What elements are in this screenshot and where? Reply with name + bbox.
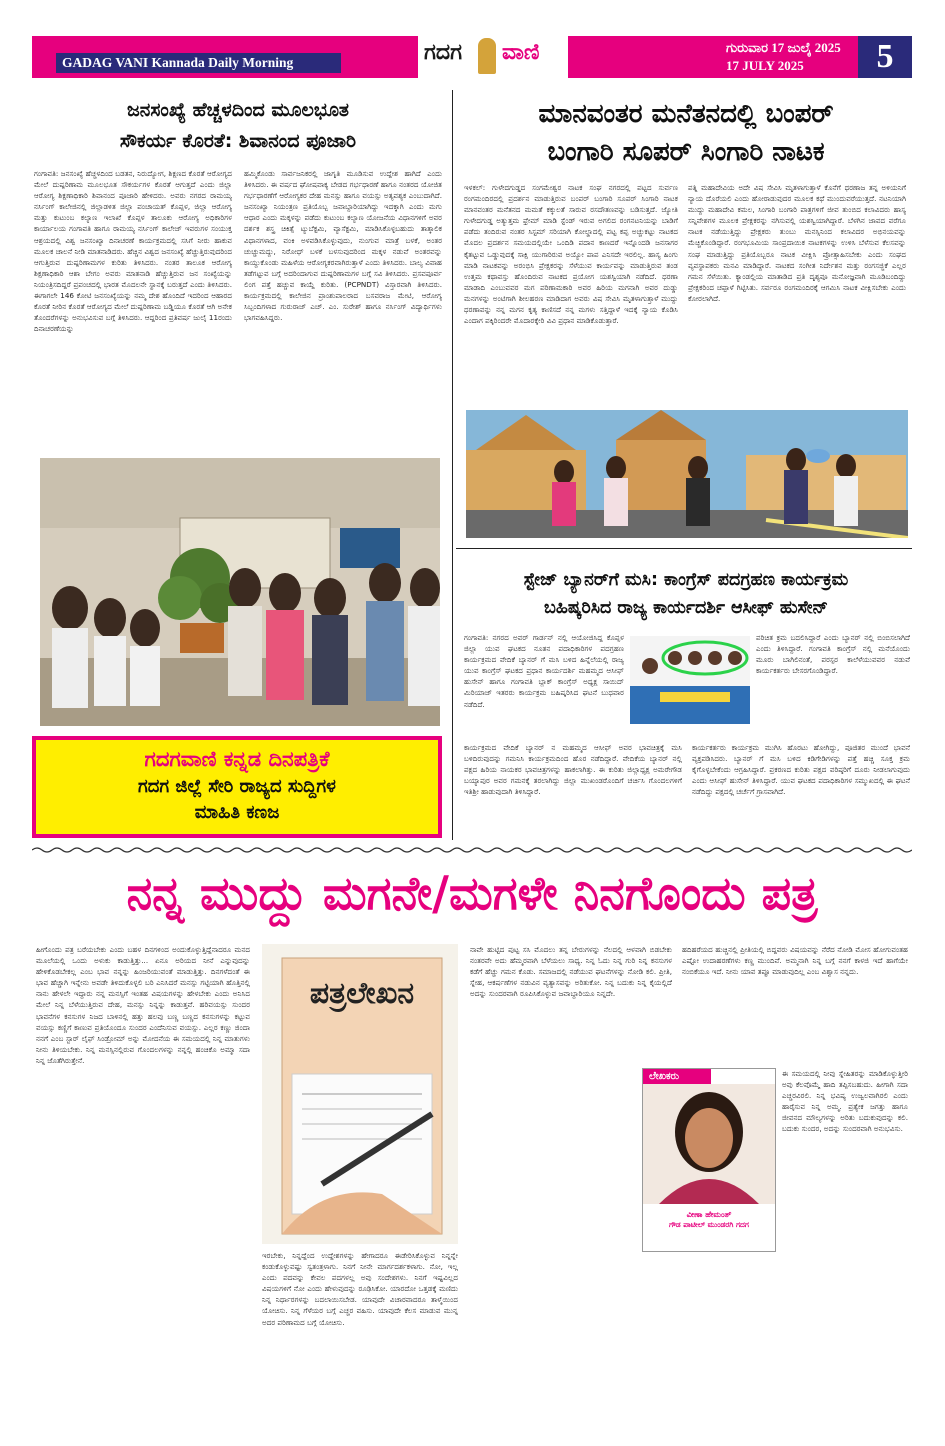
story3-headline-line2: ಬಹಿಷ್ಕರಿಸಿದ ರಾಜ್ಯ ಕಾರ್ಯದರ್ಶಿ ಆಸೀಫ್ ಹುಸೇನ್: [544, 598, 828, 618]
story1-column-1: ಗಂಗಾವತಿ: ಜನಸಂಖ್ಯೆ ಹೆಚ್ಚಳದಿಂದ ಬಡತನ, ನಿರುದ್ಯೋಗ, ಶಿಕ್ಷಣದ ಕೊರತೆ ಆರೋಗ್ಯದ ಮೇಲೆ ದುಷ್ಪರಿಣಾಮ ಮೂಲಭೂತ ಸೌಕರ್ಯಗಳ ಕೊರತೆ ಆಗುತ್ತದೆ ಎಂದು ಜಿಲ್ಲಾ ಆರೋಗ್ಯ ಶಿಕ್ಷಣಾಧಿಕಾರಿ ಶಿವಾನಂದ ಪೂಜಾರಿ ಹೇಳಿದರು. ಅವರು ನಗರದ ರಾಮಯ್ಯ ನರ್ಸಿಂಗ್ ಕಾಲೇಜಿನಲ್ಲಿ ಜಿಲ್ಲಾಡಳಿತ ಜಿಲ್ಲಾ ಪಂಚಾಯತ್ ಕೊಪ್ಪಳ, ಜಿಲ್ಲಾ ಆರೋಗ್ಯ ಮತ್ತು ಕುಟುಂಬ ಕಲ್ಯಾಣ ಇಲಾಖೆ ಕೊಪ್ಪಳ ತಾಲೂಕು ಆರೋಗ್ಯ ಅಧಿಕಾರಿಗಳ ಕಾರ್ಯಾಲಯ ಗಂಗಾವತಿ ಹಾಗೂ ರಾಮಯ್ಯ ನರ್ಸಿಂಗ್ ಕಾಲೇಜ್ ಇವರುಗಳ ಸಂಯುಕ್ತ ಆಶ್ರಯದಲ್ಲಿ ವಿಶ್ವ ಜನಸಂಖ್ಯಾ ದಿನಾಚರಣೆ ಕಾರ್ಯಕ್ರಮದಲ್ಲಿ ಸಸಿಗೆ ನೀರು ಹಾಕುವ ಮೂಲಕ ಚಾಲನೆ ನೀಡಿ ಮಾತನಾಡಿದರು. ಹೆಚ್ಚಿನ ವಿಶ್ವದ ಜನಸಂಖ್ಯೆ ಹೆಚ್ಚುತ್ತಿರುವುದರಿಂದ ಆಗುತ್ತಿರುವ ದುಷ್ಪರಿಣಾಮಗಳ ಕುರಿತು ತಿಳಿಸಿದರು. ನಂತರ ತಾಲೂಕ ಆರೋಗ್ಯ ಶಿಕ್ಷಣಾಧಿಕಾರಿ ಆಶಾ ಬೇಗಂ ಅವರು ಮಾತನಾಡಿ ಹೆಚ್ಚುತ್ತಿರುವ ಜನ ಸಂಖ್ಯೆಯನ್ನು ನಿಯಂತ್ರಿಸದಿದ್ದರೆ ಪ್ರಪಂಚದಲ್ಲಿ ಭಾರತ ಮೊದಲನೇ ಸ್ಥಾನಕ್ಕೆ ಬರುತ್ತದೆ ಎಂದು ತಿಳಿಸಿದರು. ಈಗಾಗಲೇ 146 ಕೋಟಿ ಜನಸಂಖ್ಯೆಯನ್ನು ನಮ್ಮ ದೇಶ ಹೊಂದಿದೆ ಇದರಿಂದ ಆಹಾರದ ಕೊರತೆ ನೀರಿನ ಕೊರತೆ ಆರೋಗ್ಯದ ಮೇಲೆ ದುಷ್ಪರಿಣಾಮ ಬಡ್ಡಿಯೂ ಕೊರತೆ ಆಗಿ ಅನೇಕ ತೊಂದರೆಗಳನ್ನು ಅನುಭವಿಸುವ ಬಗ್ಗೆ ತಿಳಿಸಿದರು. ಆದ್ದರಿಂದ ಪ್ರತಿವರ್ಷ ಜುಲೈ 11ರಂದು ದಿನಾಚರಣೆಯನ್ನು: [34, 169, 232, 334]
author-name-line2: ಗೌಡ ಪಾಟೀಲ್ ಮುಂಡರಗಿ ಗದಗ: [669, 1220, 749, 1229]
story2-headline-line1: ಮಾನವಂತರ ಮನೆತನದಲ್ಲಿ ಬಂಪರ್: [538, 99, 834, 129]
story2-headline: [460, 96, 912, 171]
promo-banner-line1: ಗದಗವಾಣಿ ಕನ್ನಡ ದಿನಪತ್ರಿಕೆ: [144, 747, 330, 771]
story1-headline-line2: ಸೌಕರ್ಯ ಕೊರತೆ: ಶಿವಾನಂದ ಪೂಜಾರಿ: [119, 129, 357, 152]
story1-headline: [32, 98, 444, 153]
story3-headline: [460, 566, 912, 622]
promo-banner-line3: ಮಾಹಿತಿ ಕಣಜ: [194, 801, 280, 823]
story4-column-2: ಇರಬೇಕು, ನಿನ್ನದ್ದೆಂದ ಉದ್ದೇಶಗಳನ್ನು ಹೇಗಾದರೂ ಈಡೇರಿಸಿಕೊಳ್ಳುವ ನಿನ್ನನ್ನೇ ಕಂಡುಕೊಳ್ಳುವಷ್ಟು ಸ್ವತಂತ್ರಳಾಗು. ನಿನಗೆ ನೀನೇ ಮಾರ್ಗದರ್ಶಕಳಾಗು. ನೋ, ಇಲ್ಲ ಎಂದು ಪದವನ್ನು ಕೇವಲ ಪದಗಳಲ್ಲ ಅವು ಸಂದೇಶಗಳು. ನಿನಗೆ ಇಷ್ಟವಿಲ್ಲದ ವಿಷಯಗಳಿಗೆ ನೋ ಎಂದು ಹೇಳುವುದನ್ನು ರೂಢಿಸಿಕೋ. ಯಾರದೋ ಒತ್ತಡಕ್ಕೆ ಮಣಿದು ನಿನ್ನ ನಿರ್ಧಾರಗಳನ್ನು ಬದಲಾಯಿಸಬೇಡ. ಯಾವುದೇ ವಿಚಾರವಾದರೂ ತಾಳ್ಮೆಯಿಂದ ಯೋಚಿಸು. ನಿನ್ನ ಗೆಳೆಯರ ಬಗ್ಗೆ ಎಚ್ಚರ ವಹಿಸು. ಯಾವುದೇ ಕೆಲಸ ಮಾಡುವ ಮುನ್ನ ಅದರ ಪರಿಣಾಮದ ಬಗ್ಗೆ ಯೋಚಿಸು.: [262, 1251, 458, 1327]
stage-play-illustration: [466, 410, 908, 538]
author-name-line1: ವೀಣಾ ಹೇಮಂತ್: [686, 1210, 732, 1219]
logo-left-text: ಗದಗ: [424, 40, 463, 65]
story1-column-2: ಹಮ್ಮಿಕೊಂಡು ಸಾರ್ವಜನಿಕರಲ್ಲಿ ಜಾಗೃತಿ ಮೂಡಿಸುವ ಉದ್ದೇಶ ಹಾಗಿದೆ ಎಂದು ತಿಳಿಸಿದರು. ಈ ವರ್ಷದ ಘೋಷವಾಕ್ಯ ಬೇಡದ ಗರ್ಭಧಾರಣೆ ಹಾಗೂ ನಂತರದ ಯೋಜಿತ ಗರ್ಭಧಾರಣೆಗೆ ಆರೋಗ್ಯಕರ ದೇಹ ಮನಸ್ಸು ಹಾಗೂ ವಯಸ್ಸು ಅತ್ಯವಶ್ಯಕ ಎಂಬುದಾಗಿದೆ. ಜನಸಂಖ್ಯಾ ನಿಯಂತ್ರಣ ಪ್ರತಿಯೊಬ್ಬ ಜವಾಬ್ದಾರಿಯಾಗಿದ್ದು ಇದಕ್ಕಾಗಿ ಎಂದು ಮಗು ಆಧಾರ ಎಂದು ಮಕ್ಕಳನ್ನು ಪಡೆದು ಕುಟುಂಬ ಕಲ್ಯಾಣ ಯೋಜನೆಯ ವಿಧಾನಗಳಿಗೆ ಅವರ ದರ್ಶಕ ಶಸ್ತ್ರ ಚಿಕಿತ್ಸೆ ಟ್ಯುಬೆಕ್ಟಮಿ, ವ್ಯಾಸೆಕ್ಟಮಿ, ಮಾಡಿಸಿಕೊಳ್ಳಬಹುದು ತಾತ್ಕಾಲಿಕ ವಿಧಾನಗಳಾದ, ವಂಕಿ ಅಳವಡಿಸಿಕೊಳ್ಳುವುದು, ನುಂಗುವ ಮಾತ್ರೆ ಬಳಕೆ, ಅಂತರ ಚುಚ್ಚುಮದ್ದು, ನಿರೋಧ್ ಬಳಕೆ ಬಳಸುವುದರಿಂದ ಮಕ್ಕಳ ನಡುವೆ ಅಂತರವನ್ನು ಕಾಯ್ದುಕೊಂಡು ಮಹಿಳೆಯ ಆರೋಗ್ಯಕರವಾಗಿರುತ್ತಾಳೆ ಎಂದು ತಿಳಿಸಿದರು. ಬಾಲ್ಯ ವಿವಾಹ ತಡೆಗಟ್ಟುವ ಬಗ್ಗೆ ಅದರಿಂದಾಗುವ ದುಷ್ಪರಿಣಾಮಗಳ ಬಗ್ಗೆ ಸವಿ ತಿಳಿಸಿದರು. ಪ್ರಸವಪೂರ್ವ ಲಿಂಗ ಪತ್ತೆ ಹಚ್ಚುವ ಕಾಯ್ದೆ ಕುರಿತು. (PCPNDT) ವಿಸ್ತಾರವಾಗಿ ತಿಳಿಸಿದರು. ಕಾರ್ಯಕ್ರಮದಲ್ಲಿ ಕಾಲೇಜಿನ ಪ್ರಾಂಶುಪಾಲರಾದ ಬಸವರಾಜ ಮೇಟಿ, ಆರೋಗ್ಯ ಸಿಬ್ಬಂದಿಗಳಾದ ಗುರುರಾಜ್ ಎಚ್. ಎಂ. ಸುರೇಶ್ ಹಾಗೂ ನರ್ಸಿಂಗ್ ವಿದ್ಯಾರ್ಥಿಗಳು ಭಾಗವಹಿಸಿದ್ದರು.: [244, 169, 442, 323]
logo-right-text: ವಾಣಿ: [502, 40, 540, 65]
story3-column-2b: ಕಾರ್ಯಕರ್ತರು ಕಾರ್ಯಕ್ರಮ ಮುಗಿಸಿ ಹೊರಟು ಹೋಗಿದ್ದು, ಪೂಜಿತರ ಮುಂದೆ ಭಾವನೆ ವ್ಯಕ್ತಪಡಿಸಿದರು. ಬ್ಯಾನರ್ ಗೆ ಮಸಿ ಬಳಿದ ಕಿಡಿಗೇಡಿಗಳನ್ನು ಪತ್ತೆ ಹಚ್ಚಿ ಸೂಕ್ತ ಕ್ರಮ ಕೈಗೊಳ್ಳಬೇಕೆಂದು ಆಗ್ರಹಿಸಿದ್ದಾರೆ. ಪ್ರಕರಣದ ಕುರಿತು ಪಕ್ಷದ ವರಿಷ್ಠರಿಗೆ ದೂರು ನೀಡಲಾಗುವುದು ಎಂದು ಆಸೀಫ್ ಹುಸೇನ್ ತಿಳಿಸಿದ್ದಾರೆ. ಯುವ ಘಟಕದ ಪದಾಧಿಕಾರಿಗಳ ಸಮ್ಮುಖದಲ್ಲಿ ಈ ಘಟನೆ ನಡೆದಿದ್ದು ಪಕ್ಷದಲ್ಲಿ ಚರ್ಚೆಗೆ ಗ್ರಾಸವಾಗಿದೆ.: [692, 743, 910, 797]
story2-photo: [466, 410, 908, 538]
story2-column-2: ಪತ್ನಿ ಮಹಾದೇವಿಯ ಅದೇ ವಿಷ ಸೇವಿಸಿ ಮೃತಳಾಗುತ್ತಾಳೆ ಕೊನೆಗೆ ಧರಣಾಜ ತನ್ನ ಅಳಿಯನಿಗೆ ನ್ಯಾಯ ದೊರೆಯಲಿ ಎಂದು ಹೋರಾಡುವುದರ ಮೂಲಕ ಕಥೆ ಮುಂದುವರೆಯುತ್ತದೆ. ನಟನಿಯಾಗಿ ಮುದ್ದು ಮಹಾದೇವಿ ಕಮಲ, ಸಿಂಗಾರಿ ಬಂಗಾರಿ ಪಾತ್ರಗಳಿಗೆ ಜೀವ ತುಂಬಿದ ಕಲಾವಿದರು ಹಾಸ್ಯ ಸನ್ನಿವೇಶಗಳ ಮೂಲಕ ಪ್ರೇಕ್ಷಕರನ್ನು ನಗಿಸುವಲ್ಲಿ ಯಶಸ್ವಿಯಾಗಿದ್ದಾರೆ. ಬೆಳಗಿನ ಜಾವದ ವರೆಗೂ ನಾಟಕ ನಡೆಯುತ್ತಿದ್ದು ಪ್ರೇಕ್ಷಕರು ತುಂಬು ಮನಸ್ಸಿನಿಂದ ಕಲಾವಿದರ ಅಭಿನಯವನ್ನು ಮೆಚ್ಚಿಕೊಂಡಿದ್ದಾರೆ. ರಂಗಭೂಮಿಯ ಸಾಂಪ್ರದಾಯಿಕ ನಾಟಕಗಳನ್ನು ಉಳಿಸಿ ಬೆಳೆಸುವ ಕೆಲಸವನ್ನು ಸಂಘ ಮಾಡುತ್ತಿದ್ದು ಪ್ರತಿಯೊಬ್ಬರೂ ನಾಟಕ ವೀಕ್ಷಿಸಿ ಪ್ರೋತ್ಸಾಹಿಸಬೇಕು ಎಂದು ಸಂಘದ ವ್ಯವಸ್ಥಾಪಕರು ಮನವಿ ಮಾಡಿದ್ದಾರೆ. ನಾಟಕದ ಸಂಗೀತ ನಿರ್ದೇಶನ ಮತ್ತು ರಂಗಸಜ್ಜಿಕೆ ಎಲ್ಲರ ಗಮನ ಸೆಳೆಯಿತು. ಕ್ಯಾಂಡಲ್ಲಿಯ ಮಾತಾಡಿದ ಪ್ರತಿ ದೃಶ್ಯವೂ ಮನೋಜ್ಞವಾಗಿ ಮೂಡಿಬಂದಿದ್ದು ಪ್ರೇಕ್ಷಕರಿಂದ ಚಪ್ಪಾಳೆ ಗಿಟ್ಟಿಸಿತು. ಸರ್ವರೂ ರಂಗಮಂದಿರಕ್ಕೆ ಆಗಮಿಸಿ ನಾಟಕ ವೀಕ್ಷಿಸಬೇಕು ಎಂದು ಕೋರಲಾಗಿದೆ.: [688, 183, 906, 303]
story2-headline-line2: ಬಂಗಾರಿ ಸೂಪರ್ ಸಿಂಗಾರಿ ನಾಟಕ: [547, 136, 825, 167]
date-english: 17 JULY 2025: [726, 58, 804, 73]
promo-banner-line2: ಗದಗ ಜಿಲ್ಲೆ ಸೇರಿ ರಾಜ್ಯದ ಸುದ್ದಿಗಳ: [138, 776, 336, 798]
story1-headline-line1: ಜನಸಂಖ್ಯೆ ಹೆಚ್ಚಳದಿಂದ ಮೂಲಭೂತ: [126, 99, 350, 121]
promo-banner: [32, 736, 442, 838]
author-box: [642, 1068, 776, 1252]
statue-icon: [478, 38, 496, 74]
story4-column-1: ಹೀಗೊಂದು ಪತ್ರ ಬರೆಯಬೇಕು ಎಂದು ಬಹಳ ದಿನಗಳಿಂದ ಅಂದುಕೊಳ್ಳುತ್ತಿದ್ದೆನಾದರೂ ಮನದ ಮೂಲೆಯಲ್ಲಿ ಒಂದು ಅಳುಕು ಕಾಡುತ್ತಿತ್ತು... ಏನೂ ಅರಿಯದ ನೀನೆ ಎನ್ನುವುದನ್ನು ಹೇಳಿಕೊಡಬೇಕಲ್ಲ ಎಂಬ ಭಾವ ನನ್ನನ್ನು ಹಿಂಜರಿಯುವಂತೆ ಮಾಡುತ್ತಿತ್ತು. ದಿನಗಳೆದಂತೆ ಈ ಭಾವ ಹೆಚ್ಚಾಗಿ ಇನ್ನೇನು ಅವಡೇ ತಿಳಿದುಕೊಳ್ಳಲಿ ಬರಿ ಎನಿಸಿದರೆ ಮನಸ್ಸು ಗಟ್ಟಿಯಾಗಿ ಹೊತ್ತಿನಲ್ಲಿ ನಾನು ಹೇಳಲೇ ಇದ್ದಾರು ನನ್ನ ಮನಸ್ಸಿಗೆ ಇಂತಹ ವಿಷಯಗಳನ್ನು ಹೇಳಬೇಕು ಎಂದು ಅನಿಸಿದ ಮೇಲೆ ನಿನ್ನ ಬೆಳೆಯುತ್ತಿರುವ ದೇಹ, ಮನಸ್ಸು ನಿನ್ನನ್ನು ಕಾಡುತ್ತವೆ. ಹರಿವಯಸ್ಸು ಸುಂದರ ಭಾವನೆಗಳ ಕನಸುಗಳ ನಿಜದ ಬಾಳಿನಲ್ಲಿ ಹತ್ತು ಹಲವು ಬಣ್ಣ ಬಣ್ಣದ ಕನಸುಗಳನ್ನು ಕಟ್ಟುವ ವಯಸ್ಸು ಕಣ್ಣಿಗೆ ಕಾಣುವ ಪ್ರತಿಯೊಂದೂ ಸುಂದರ ಎಂದೆನಿಸುವ ವಯಸ್ಸು. ಎಲ್ಲರ ಕಣ್ಣು ಜಿಂದಾ ನನಗೆ ಎಂಬ ಸ್ಟಾರ್ ಲೈಫ್ ಸಿಂಡ್ರೋಮ್ ಅನ್ನು ಮೋದನೆಯ ಈ ಸಮಯದಲ್ಲಿ ನಿನ್ನ ಮಾತುಗಳು ನೀನು ತಿಳಿಯಬೇಕು. ನಿನ್ನ ಮನಸ್ಸಿನಲ್ಲಿರುವ ಗೊಂದಲಗಳನ್ನು ನನ್ನಲ್ಲಿ ಹಂಚಿಕೊ ಅಮ್ಮಾ ಸದಾ ನಿನ್ನ ಜೊತೆಗಿರುತ್ತೇನೆ.: [36, 945, 250, 1065]
story2-column-1: ಇಳಕಲ್: ಗುಳೇದಗುಡ್ಡದ ಸಂಗಮೇಶ್ವರ ನಾಟಕ ಸಂಘ ನಗರದಲ್ಲಿ ಪಟ್ಟದ ಸುರ್ವಣ ರಂಗಮಂದಿರದಲ್ಲಿ ಪ್ರದರ್ಶನ ಮಾಡುತ್ತಿರುವ ಬಂಪರ್ ಬಂಗಾರಿ ಸೂಪರ್ ಸಿಂಗಾರಿ ನಾಟಕ ಮಾನವಂತರ ಮನೆತನದ ಮಮತೆ ಕಕ್ಕುಲತೆ ಸಾರುವ ರಸದೌತಣವನ್ನು ಬಡಿಸುತ್ತದೆ. ಜ್ಯೋತಿ ಗುಳೇದಗುಡ್ಡ ಅತ್ಯುತ್ತಮ ಫ್ರೇಮ್ ಮಾಡಿ ಸ್ಟೆಂಡ್ ಇರುವ ಅಗಲಿದ ರಂಗನಟನಿಯನ್ನು ಬಾಡಿಗೆ ಪಡೆದು ತಂದಿರುವ ನಂತರ ಸಿಸ್ಟಮ್ ಸರಿಯಾಗಿ ಕೋಲ್ಡಾದಲ್ಲಿ ಪಟ್ಟ ಕಪ್ಪ ಅಚ್ಚುಕಟ್ಟು ನಾಟಕದ ಮೊದಲ ಪ್ರದರ್ಶನ ಸಮಯದಲ್ಲಿಯೇ ಒಂದಿಡಿ ಪದಾನ ಕಾಣದರೆ ಇನ್ನೊಂದಡಿ ಜನಸಾಗರ ಕೈತಟ್ಟುವ ಒಡ್ಡುವುದಕ್ಕೆ ಸಾಕ್ಷಿ ಯುಗಾರಿರುವ ಅಯ್ಯೋ ಪಾಪ ಎನಿಸದೇ ಇರಲಿಲ್ಲ. ಹಾಸ್ಯ ಹಿಂಗು ಮಾಡಿ ನಾಟಕವನ್ನು ಅರಂಭಿಸಿ ಪ್ರೇಕ್ಷಕರನ್ನು ಸೆಳೆಯುವ ಕಾರ್ಯವನ್ನು ಮಾಡುತ್ತಿರುವ ತಂಡ ಉತ್ತಮ ಕಥಾವಸ್ತು ಹೊಂದಿರುವ ನಾಟಕದ ಪ್ರಯೋಗ ಯಶಸ್ವಿಯಾಗಿ ನಡೆದಿದೆ. ಧರಣಾ ಮಾಡಾದಿ ಎಂಬುವವರ ಮಗ ಪರಿಣಾಮಕಾರಿ ಅವರ ಹಿರಿಯ ಮಗನಾಗಿ ಅವರ ದುಡ್ಡು ಮನಗಳನ್ನು ಅಂಟಿಗಾಗಿ ಶೀಲಹರಣ ಮಾಡಿದಾಗ ಅವರು ವಿಷ ಸೇವಿಸಿ ಮೃತಳಾಗುತ್ತಾಳೆ ಮುದ್ದು ಧರಣಾವನ್ನು ನನ್ನ ಮಗನ ಕೃತ್ಯ ಕಾಣಿಸದೆ ನನ್ನ ಮಗಳು ಸತ್ತಿದ್ದಾಳೆ ಇದಕ್ಕೆ ನ್ಯಾಯ ಕೊಡಿಸಿ ಎಂದಾಗ ಪಕ್ಕಿರಿಂದರೇ ಮೊದಾರಕ್ಕೇರಿ ವಿವಿ ಪ್ರಧಾನ ಮಾಡಿಕೊಡುತ್ತಾರೆ.: [464, 183, 678, 326]
story-divider: [456, 548, 912, 549]
plant-ceremony-illustration: [40, 458, 440, 726]
masthead: [32, 36, 912, 78]
column-divider: [452, 90, 453, 840]
story3-headline-line1: ಸ್ಟೇಜ್ ಬ್ಯಾನರ್‌ಗೆ ಮಸಿ: ಕಾಂಗ್ರೆಸ್ ಪದಗ್ರಹಣ ಕಾರ್ಯಕ್ರಮ: [523, 570, 849, 590]
story4-column-4-side: ಈ ಸಮಯದಲ್ಲಿ ನೀವು ಸ್ನೇಹಿತರನ್ನು ಮಾಡಿಕೊಳ್ಳುತ್ತೀರಿ ಅವು ಕೆಲವೊಮ್ಮೆ ಹಾದಿ ತಪ್ಪಿಸಬಹುದು. ಹೀಗಾಗಿ ಸದಾ ಎಚ್ಚರವಿರಲಿ. ನಿನ್ನ ಭವಿಷ್ಯ ಉಜ್ವಲವಾಗಿರಲಿ ಎಂದು ಹಾರೈಸುವ ನಿನ್ನ ಅಮ್ಮ. ಪ್ರತ್ಯೇಕ ಜಗತ್ತು ಹಾಗೂ ಜೀವನದ ಮೌಲ್ಯಗಳನ್ನು ಅರಿತು ಬದುಕುವುದನ್ನು ಕಲಿ. ಬದುಕು ಸುಂದರ, ಅದನ್ನು ಸುಂದರವಾಗಿ ಅನುಭವಿಸು.: [782, 1069, 908, 1134]
story1-photo: [40, 458, 440, 726]
date-kannada: ಗುರುವಾರ 17 ಜುಲೈ 2025: [726, 40, 841, 55]
story4-headline: ನನ್ನ ಮುದ್ದು ಮಗನೇ/ಮಗಳೇ ನಿನಗೊಂದು ಪತ್ರ: [126, 866, 818, 920]
story4-column-3: ನಾವೇ ಹುಟ್ಟಿದ ಪುಟ್ಟ ಸಸಿ ಮೊದಲು ತನ್ನ ಬೇರುಗಳನ್ನು ನೆಲದಲ್ಲಿ ಆಳವಾಗಿ ಬಿಡಬೇಕು ನಂತರವೇ ಅದು ಹೆಮ್ಮರವಾಗಿ ಬೆಳೆಯಲು ಸಾಧ್ಯ. ನಿನ್ನ ಓದು ನಿನ್ನ ಗುರಿ ನಿನ್ನ ಕನಸುಗಳ ಕಡೆಗೆ ಹೆಚ್ಚು ಗಮನ ಕೊಡು. ಸಮಾಜದಲ್ಲಿ ನಡೆಯುವ ಘಟನೆಗಳನ್ನು ನೋಡಿ ಕಲಿ. ಪ್ರೀತಿ, ಸ್ನೇಹ, ಆಕರ್ಷಣೆಗಳ ನಡುವಿನ ವ್ಯತ್ಯಾಸವನ್ನು ಅರಿತುಕೋ. ನಿನ್ನ ಬದುಕು ನಿನ್ನ ಕೈಯಲ್ಲಿದೆ ಅದನ್ನು ಸುಂದರವಾಗಿ ರೂಪಿಸಿಕೊಳ್ಳುವ ಜವಾಬ್ದಾರಿಯೂ ನಿನ್ನದೇ.: [470, 945, 672, 999]
story3-column-2: ಪರಿಚಿತ ಕ್ರಮ ಬದಲಿಸಿದ್ದಾರೆ ಎಂದು ಬ್ಯಾನರ್ ನಲ್ಲಿ ಬಿಂಬಿಸಲಾಗಿದೆ ಎಂದು ತಿಳಿಸಿದ್ದಾರೆ. ಗಂಗಾವತಿ ಕಾಂಗ್ರೆಸ್ ನಲ್ಲಿ ಮನೆಯೊಂದು ಮೂರು ಬಾಗಿಲಿನಂತೆ, ಪರಸ್ಪರ ಕಾಲೆಳೆಯುವವರ ನಡುವೆ ಕಾರ್ಯಕರ್ತರು ಬೇಸರಗೊಂಡಿದ್ದಾರೆ.: [756, 633, 910, 676]
author-label: ಲೇಖಕರು: [643, 1069, 711, 1084]
page-number: 5: [858, 36, 912, 78]
masthead-label: GADAG VANI Kannada Daily Morning: [56, 53, 341, 73]
wavy-divider: [32, 846, 912, 854]
book-cover-image: [262, 944, 458, 1244]
banner-photo-illustration: [630, 636, 750, 724]
story3-column-1: ಗಂಗಾವತಿ: ನಗರದ ಅವರ್ ಗಾರ್ಡನ್ ನಲ್ಲಿ ಆಯೋಜಿಸಿದ್ದ ಕೊಪ್ಪಳ ಜಿಲ್ಲಾ ಯುವ ಘಟಕದ ನೂತನ ಪದಾಧಿಕಾರಿಗಳ ಪದಗ್ರಹಣ ಕಾರ್ಯಕ್ರಮದ ವೇದಿಕೆ ಬ್ಯಾನರ್ ಗೆ ಮಸಿ ಬಳಿದ ಹಿನ್ನೆಲೆಯಲ್ಲಿ ರಾಜ್ಯ ಯುವ ಕಾಂಗ್ರೆಸ್ ಘಟಕದ ಪ್ರಧಾನ ಕಾರ್ಯದರ್ಶಿ ಮಹಮ್ಮದ ಆಸೀಫ್ ಹುಸೇನ್ ಹಾಗೂ ಗಂಗಾವತಿ ಬ್ಲಾಕ್ ಕಾಂಗ್ರೆಸ್ ಅಧ್ಯಕ್ಷ ಸಾಯಿದ್ ಮಿರಿಯಾಜ್ ಇತರರು ಕಾರ್ಯಕ್ರಮ ಬಹಿಷ್ಕರಿಸಿದ ಘಟನೆ ಬುಧವಾರ ನಡೆದಿದೆ.: [464, 633, 624, 709]
author-photo: [643, 1084, 775, 1204]
book-title: ಪತ್ರಲೇಖನ: [309, 976, 415, 1011]
story4-column-4: ಹದಿಹರೆಯದ ಹುಚ್ಚಿನಲ್ಲಿ ಪ್ರೀತಿಯಲ್ಲಿ ಬಿದ್ದವರು ವಿಷಯವನ್ನು ನೆರೆದ ನೋಡಿ ಮೋಸ ಹೋಗುವಂತಹ ಎಷ್ಟೋ ಉದಾಹರಣೆಗಳು ಕಣ್ಣ ಮುಂದಿವೆ. ಅಮ್ಮನಾಗಿ ನಿನ್ನ ಬಗ್ಗೆ ನನಗೆ ಕಾಳಜಿ ಇದೆ ಹಾಗೆಯೇ ನಂಬಿಕೆಯೂ ಇದೆ. ನೀನು ಯಾವ ತಪ್ಪೂ ಮಾಡುವುದಿಲ್ಲ ಎಂಬ ವಿಶ್ವಾಸ ನನ್ನದು.: [682, 945, 908, 977]
story3-photo: [630, 636, 750, 724]
newspaper-logo: [418, 36, 568, 78]
story3-column-1b: ಕಾರ್ಯಕ್ರಮದ ವೇದಿಕೆ ಬ್ಯಾನರ್ ನ ಮಹಮ್ಮದ ಆಸೀಫ್ ಅವರ ಭಾವಚಿತ್ರಕ್ಕೆ ಮಸಿ ಬಳಿದಿರುವುದನ್ನು ಗಮನಿಸಿ ಕಾರ್ಯಕ್ರಮದಿಂದ ಹೊರ ನಡೆದಿದ್ದಾರೆ. ವೇದಿಕೆಯ ಬ್ಯಾನರ್ ನಲ್ಲಿ ಪಕ್ಷದ ಹಿರಿಯ ನಾಯಕರ ಭಾವಚಿತ್ರಗಳನ್ನು ಹಾಕಲಾಗಿತ್ತು. ಈ ಕುರಿತು ಜಿಲ್ಲಾಧ್ಯಕ್ಷ ಅಮರೇಗೌಡ ಬಯ್ಯಾಪುರ ಅವರ ಗಮನಕ್ಕೆ ತರಲಾಗಿದ್ದು ಜಿಲ್ಲಾ ಮುಖಂಡರೊಂದಿಗೆ ಚರ್ಚಿಸಿ ಗೊಂದಲಗಳಿಗೆ ಇತಿಶ್ರೀ ಹಾಡುವುದಾಗಿ ತಿಳಿಸಿದ್ದಾರೆ.: [464, 743, 682, 797]
